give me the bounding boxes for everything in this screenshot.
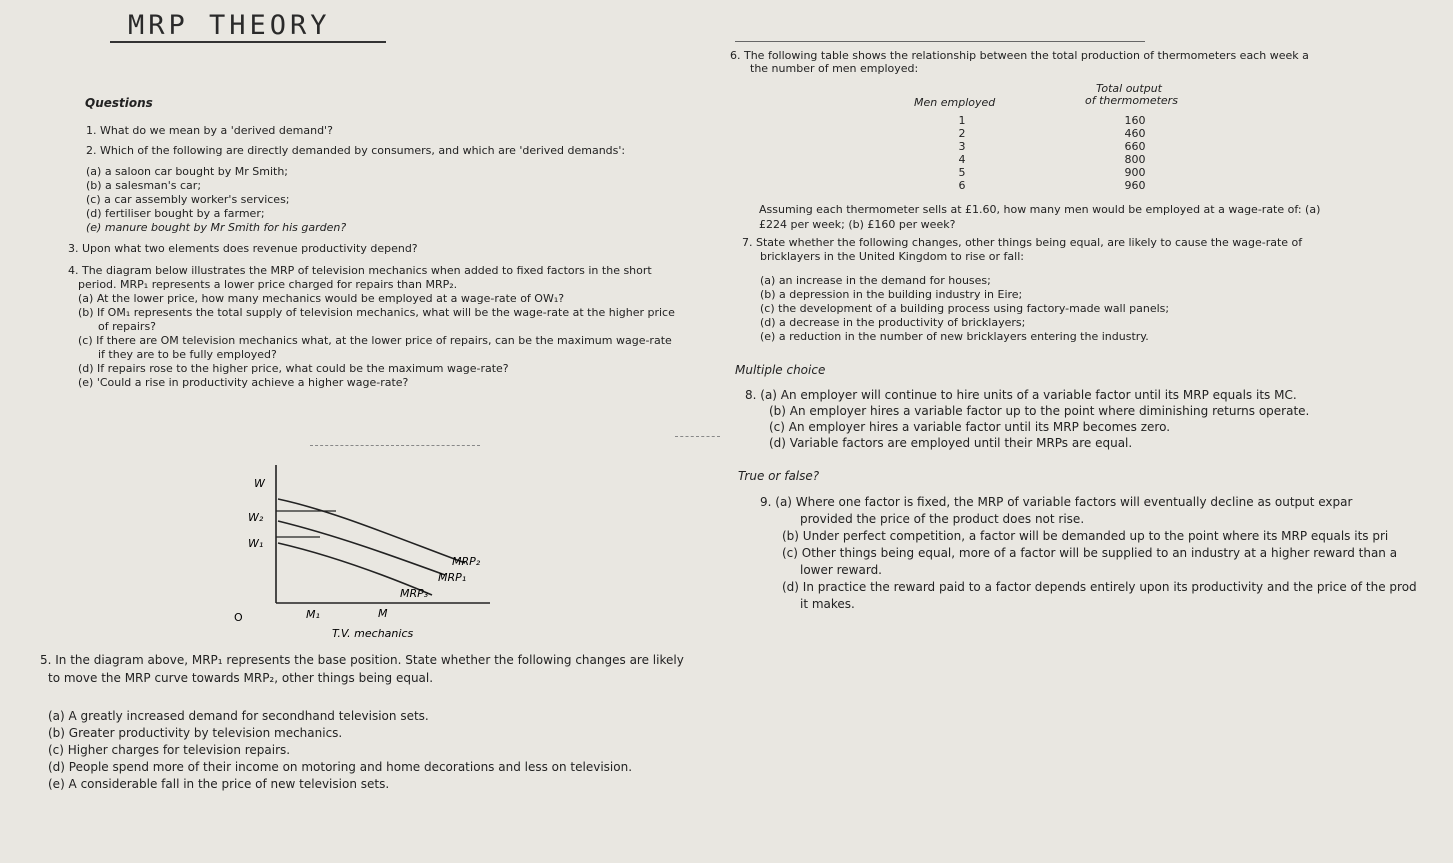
dashed-divider bbox=[675, 436, 720, 437]
table-cell: 1 bbox=[958, 114, 966, 127]
true-false-heading: True or false? bbox=[738, 469, 820, 483]
question-9-line: (d) In practice the reward paid to a factor depends entirely upon its productivity and the price of the prod bbox=[782, 580, 1417, 594]
table-col-output bbox=[1120, 114, 1150, 192]
list-item: (c) a car assembly worker's services; bbox=[86, 193, 290, 206]
table-cell: 160 bbox=[1124, 114, 1146, 127]
table-header-output-1: Total output bbox=[1096, 82, 1162, 95]
table-cell: 5 bbox=[958, 166, 966, 179]
page-title: MRP THEORY bbox=[128, 10, 331, 41]
mrp2-curve bbox=[278, 499, 465, 563]
question-6-line: the number of men employed: bbox=[750, 62, 919, 75]
question-9-line: 9. (a) Where one factor is fixed, the MRP of variable factors will eventually decline as output expar bbox=[760, 495, 1353, 509]
list-item: (e) manure bought by Mr Smith for his garden? bbox=[86, 221, 347, 234]
table-cell: 3 bbox=[958, 140, 966, 153]
question-9-line: lower reward. bbox=[800, 563, 882, 577]
question-4 bbox=[68, 264, 675, 390]
question-4-line: (b) If OM₁ represents the total supply of television mechanics, what will be the wage-rate at the higher price bbox=[78, 306, 675, 319]
list-item: (c) An employer hires a variable factor until its MRP becomes zero. bbox=[769, 420, 1171, 434]
top-divider bbox=[735, 41, 1145, 42]
question-6-followup-2: £224 per week; (b) £160 per week? bbox=[759, 218, 956, 231]
question-7-line: 7. State whether the following changes, other things being equal, are likely to cause the wage-rate of bbox=[742, 236, 1303, 249]
list-item: (e) A considerable fall in the price of new television sets. bbox=[48, 777, 390, 791]
question-7-line: bricklayers in the United Kingdom to rise or fall: bbox=[760, 250, 1024, 263]
question-7 bbox=[742, 236, 1302, 264]
table-cell: 800 bbox=[1124, 153, 1146, 166]
question-9-line: provided the price of the product does not rise. bbox=[800, 512, 1085, 526]
m1-label: M₁ bbox=[306, 608, 320, 621]
question-9-line: it makes. bbox=[800, 597, 855, 611]
question-2-options bbox=[86, 165, 346, 235]
question-3: 3. Upon what two elements does revenue productivity depend? bbox=[68, 242, 418, 255]
x-axis-label: T.V. mechanics bbox=[332, 627, 414, 640]
question-5-options bbox=[48, 708, 632, 793]
list-item: (c) the development of a building process using factory-made wall panels; bbox=[760, 302, 1170, 315]
list-item: (d) fertiliser bought by a farmer; bbox=[86, 207, 265, 220]
y-axis-label: W bbox=[254, 477, 265, 490]
list-item: (b) Greater productivity by television mechanics. bbox=[48, 726, 343, 740]
question-4-line: 4. The diagram below illustrates the MRP of television mechanics when added to fixed factors in the short bbox=[68, 264, 652, 277]
question-6 bbox=[730, 49, 1309, 75]
list-item: (b) a depression in the building industry in Eire; bbox=[760, 288, 1023, 301]
table-header-men: Men employed bbox=[914, 96, 996, 109]
question-7-options bbox=[760, 274, 1169, 344]
list-item: (a) a saloon car bought by Mr Smith; bbox=[86, 165, 289, 178]
mrp1-label: MRP₁ bbox=[438, 571, 467, 584]
list-item: (d) a decrease in the productivity of bricklayers; bbox=[760, 316, 1026, 329]
table-cell: 2 bbox=[958, 127, 966, 140]
w2-label: W₂ bbox=[248, 511, 264, 524]
question-9-line: (b) Under perfect competition, a factor will be demanded up to the point where its MRP equals its pri bbox=[782, 529, 1389, 543]
question-9 bbox=[760, 494, 1417, 613]
question-5 bbox=[40, 651, 684, 687]
question-6-followup-1: Assuming each thermometer sells at £1.60, how many men would be employed at a wage-rate of: (a) bbox=[759, 203, 1321, 216]
list-item: (b) An employer hires a variable factor up to the point where diminishing returns operate. bbox=[769, 404, 1310, 418]
table-cell: 460 bbox=[1124, 127, 1146, 140]
table-header-output-2: of thermometers bbox=[1085, 94, 1178, 107]
question-9-line: (c) Other things being equal, more of a factor will be supplied to an industry at a higher reward than a bbox=[782, 546, 1398, 560]
mrp2-label: MRP₂ bbox=[452, 555, 481, 568]
question-6-line: 6. The following table shows the relationship between the total production of thermometers each week a bbox=[730, 49, 1309, 62]
table-col-men bbox=[952, 114, 972, 192]
m-label: M bbox=[378, 607, 388, 620]
origin-label: O bbox=[234, 611, 243, 624]
table-cell: 900 bbox=[1124, 166, 1146, 179]
list-item: 8. (a) An employer will continue to hire units of a variable factor until its MRP equals its MC. bbox=[745, 388, 1297, 402]
table-cell: 960 bbox=[1124, 179, 1146, 192]
question-4-line: period. MRP₁ represents a lower price charged for repairs than MRP₂. bbox=[78, 278, 458, 291]
question-4-line: (e) 'Could a rise in productivity achieve a higher wage-rate? bbox=[78, 376, 409, 389]
list-item: (e) a reduction in the number of new bricklayers entering the industry. bbox=[760, 330, 1149, 343]
list-item: (b) a salesman's car; bbox=[86, 179, 202, 192]
table-cell: 6 bbox=[958, 179, 966, 192]
multiple-choice-heading: Multiple choice bbox=[735, 363, 826, 377]
list-item: (a) A greatly increased demand for secondhand television sets. bbox=[48, 709, 429, 723]
questions-heading: Questions bbox=[85, 96, 153, 110]
dashed-divider bbox=[310, 445, 480, 446]
question-4-line: (a) At the lower price, how many mechanics would be employed at a wage-rate of OW₁? bbox=[78, 292, 565, 305]
list-item: (d) Variable factors are employed until their MRPs are equal. bbox=[769, 436, 1133, 450]
question-5-line: 5. In the diagram above, MRP₁ represents the base position. State whether the following changes are likely bbox=[40, 653, 684, 667]
title-underline bbox=[110, 41, 386, 43]
question-4-line: (d) If repairs rose to the higher price, what could be the maximum wage-rate? bbox=[78, 362, 509, 375]
question-5-line: to move the MRP curve towards MRP₂, other things being equal. bbox=[48, 671, 434, 685]
question-4-line: if they are to be fully employed? bbox=[98, 348, 277, 361]
question-8 bbox=[745, 387, 1309, 451]
question-4-line: of repairs? bbox=[98, 320, 157, 333]
question-1: 1. What do we mean by a 'derived demand'? bbox=[86, 124, 333, 137]
list-item: (d) People spend more of their income on motoring and home decorations and less on television. bbox=[48, 760, 633, 774]
mrp-diagram bbox=[234, 455, 540, 645]
question-2-stem: 2. Which of the following are directly demanded by consumers, and which are 'derived demands': bbox=[86, 144, 626, 157]
list-item: (a) an increase in the demand for houses; bbox=[760, 274, 991, 287]
mrp3-label: MRP₃ bbox=[400, 587, 429, 600]
w1-label: W₁ bbox=[248, 537, 264, 550]
table-cell: 4 bbox=[958, 153, 966, 166]
table-cell: 660 bbox=[1124, 140, 1146, 153]
question-4-line: (c) If there are OM television mechanics what, at the lower price of repairs, can be the maximum wage-rate bbox=[78, 334, 672, 347]
list-item: (c) Higher charges for television repairs. bbox=[48, 743, 291, 757]
